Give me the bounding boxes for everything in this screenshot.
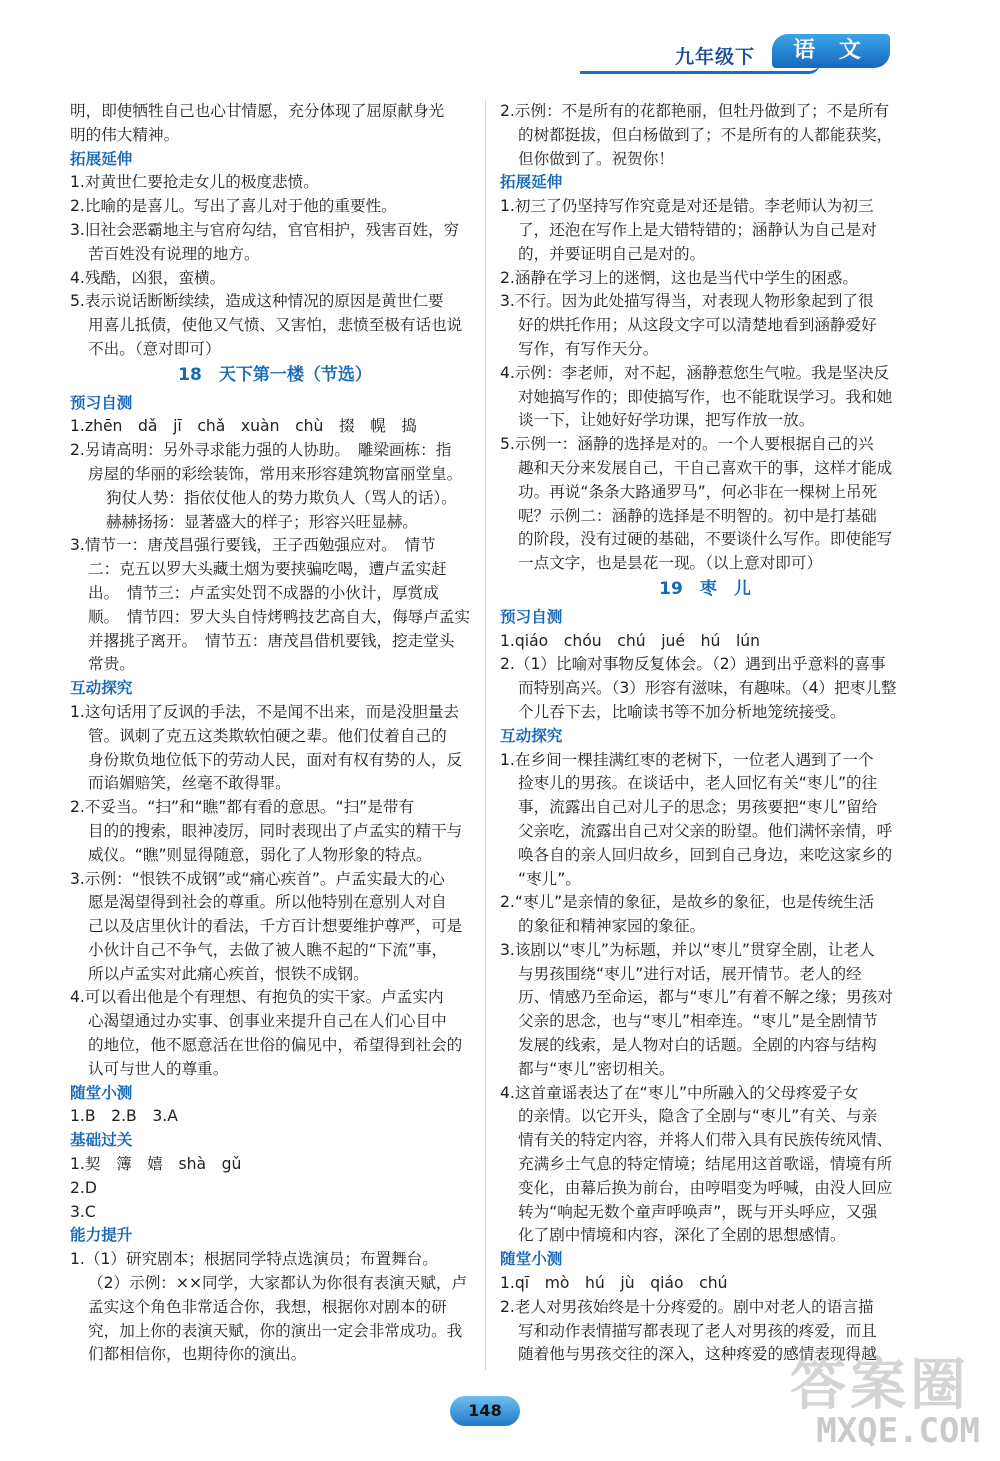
answer-line: 而特别高兴。（3）形容有滋味，有趣味。（4）把枣儿整 [518, 679, 897, 698]
chapter-title-19: 19 枣 儿 [659, 578, 751, 599]
answer-line: 1.zhēn dǎ jī chǎ xuàn chù 掇 幌 捣 [70, 417, 417, 436]
answer-line: 2.老人对男孩始终是十分疼爱的。剧中对老人的语言描 [500, 1297, 874, 1316]
answer-line: 1.初三了仍坚持写作究竟是对还是错。李老师认为初三 [500, 197, 874, 216]
section-title-basic: 基础过关 [70, 1131, 133, 1150]
answer-line: 化了剧中情境和内容，深化了全剧的思想感情。 [518, 1226, 846, 1245]
chapter-title-18: 18 天下第一楼（节选） [178, 364, 372, 385]
answer-line: 2.另请高明：另外寻求能力强的人协助。 雕梁画栋：指 [70, 441, 452, 460]
answer-line: 4.残酷，凶狠，蛮横。 [70, 268, 226, 287]
answer-line: 捡枣儿的男孩。在谈话中，老人回忆有关“枣儿”的往 [518, 774, 878, 793]
header-swoosh [580, 63, 820, 74]
answer-line: 唤各自的亲人回归故乡，回到自己身边，来吃这家乡的 [518, 845, 893, 864]
section-title-extension: 拓展延伸 [70, 149, 133, 168]
answer-line: 狗仗人势：指依仗他人的势力欺负人（骂人的话）。 [106, 488, 457, 507]
answer-line: 2.比喻的是喜儿。写出了喜儿对于他的重要性。 [70, 197, 397, 216]
right-column [500, 100, 910, 1367]
answer-line: “枣儿”。 [518, 869, 581, 888]
answer-line: 功。再说“条条大路通罗马”，何必非在一棵树上吊死 [518, 482, 878, 501]
answer-line: 的亲情。以它开头，隐含了全剧与“枣儿”有关、与亲 [518, 1107, 878, 1126]
answer-line: 1.qī mò hú jù qiáo chú [500, 1274, 728, 1293]
answer-line: 究，加上你的表演天赋，你的演出一定会非常成功。我 [88, 1321, 463, 1340]
answer-line: 不出。（意对即可） [88, 339, 221, 358]
answer-line: 苦百姓没有说理的地方。 [88, 244, 260, 263]
answer-line: 顺。 情节四：罗大头自恃烤鸭技艺高自大，侮辱卢孟实 [88, 607, 471, 626]
answer-line: 赫赫扬扬：显著盛大的样子；形容兴旺显赫。 [106, 512, 418, 531]
answer-line: 3.不行。因为此处描写得当，对表现人物形象起到了很 [500, 292, 874, 311]
answer-line: 3.情节一：唐茂昌强行要钱，王子西勉强应对。 情节 [70, 536, 436, 555]
answer-line: 出。 情节三：卢孟实处罚不成器的小伙计，厚赏成 [88, 583, 439, 602]
answer-line: 用喜儿抵债，使他又气愤、又害怕，悲愤至极有话也说 [88, 316, 463, 335]
answer-line: 身份欺负地位低下的劳动人民，面对有权有势的人，反 [88, 750, 463, 769]
answer-line: 趣和天分来发展自己，干自己喜欢干的事，这样才能成 [518, 458, 893, 477]
answer-line: 1.契 簿 嬉 shà gǔ [70, 1155, 242, 1174]
answer-line: 了，还泡在写作上是大错特错的；涵静认为自己是对 [518, 220, 877, 239]
answer-line: 小伙计自己不争气，去做了被人瞧不起的“下流”事， [88, 940, 448, 959]
answer-line: 1.B 2.B 3.A [70, 1107, 178, 1126]
answer-line: 2.不妥当。“扫”和“瞧”都有看的意思。“扫”是带有 [70, 798, 415, 817]
answer-line: 的地位，他不愿意活在世俗的偏见中，希望得到社会的 [88, 1036, 463, 1055]
answer-line: 1.qiáo chóu chú jué hú lún [500, 631, 761, 650]
answer-line: 3.旧社会恶霸地主与官府勾结，官官相护，残害百姓，穷 [70, 220, 460, 239]
section-title-quiz: 随堂小测 [500, 1250, 563, 1269]
answer-line: 所以卢孟实对此痛心疾首，恨铁不成钢。 [88, 964, 369, 983]
answer-line: 写和动作表情描写都表现了老人对男孩的疼爱，而且 [518, 1321, 877, 1340]
answer-line: 1.对黄世仁要抢走女儿的极度悲愤。 [70, 173, 319, 192]
answer-line: 与男孩围绕“枣儿”进行对话，展开情节。老人的经 [518, 964, 862, 983]
answer-line: 转为“响起无数个童声呼唤声”，既与开头呼应，又强 [518, 1202, 878, 1221]
answer-line: 4.示例：李老师，对不起，涵静惹您生气啦。我是坚决反 [500, 363, 890, 382]
answer-line: 1.在乡间一棵挂满红枣的老树下，一位老人遇到了一个 [500, 750, 874, 769]
answer-line: 父亲的思念，也与“枣儿”相牵连。“枣儿”是全剧情节 [518, 1012, 878, 1031]
section-title-preview: 预习自测 [500, 607, 563, 626]
answer-line: 2.涵静在学习上的迷惘，这也是当代中学生的困惑。 [500, 268, 858, 287]
page-number: 148 [450, 1396, 520, 1426]
answer-line: 并撂挑子离开。 情节五：唐茂昌借机要钱，挖走堂头 [88, 631, 455, 650]
watermark-logo: 答案圈 [790, 1353, 970, 1418]
answer-line: 2.示例：不是所有的花都艳丽，但牡丹做到了；不是所有 [500, 102, 890, 120]
answer-line: 3.该剧以“枣儿”为标题，并以“枣儿”贯穿全剧，让老人 [500, 940, 875, 959]
answer-line: 2.（1）比喻对事物反复体会。（2）遇到出乎意料的喜事 [500, 655, 886, 674]
answer-line: 随着他与男孩交往的深入，这种疼爱的感情表现得越 [518, 1345, 877, 1364]
answer-line: 1.（1）研究剧本；根据同学特点选演员；布置舞台。 [70, 1250, 438, 1269]
answer-line: 认可与世人的尊重。 [88, 1059, 229, 1078]
answer-line: 一点文字，也是昙花一现。（以上意对即可） [518, 554, 823, 573]
subject-badge: 语 文 [772, 34, 890, 68]
answer-line: 都与“枣儿”密切相关。 [518, 1059, 675, 1078]
answer-line: （2）示例：××同学，大家都认为你很有表演天赋，卢 [88, 1274, 468, 1293]
grade-label: 九年级下 [674, 46, 755, 68]
answer-line: 孟实这个角色非常适合你，我想，根据你对剧本的研 [88, 1297, 447, 1316]
answer-line: 己以及店里伙计的看法，千方百计想要维护尊严，可是 [88, 917, 463, 936]
answer-line: 的阶段，没有过硬的基础，不要谈什么写作。即使能写 [518, 530, 893, 549]
answer-line: 5.示例一：涵静的选择是对的。一个人要根据自己的兴 [500, 435, 874, 454]
answer-line: 5.表示说话断断续续，造成这种情况的原因是黄世仁要 [70, 292, 444, 311]
watermark [740, 1341, 980, 1451]
answer-line: 写作，有写作天分。 [518, 339, 659, 358]
watermark-url: MXQE.COM [816, 1411, 980, 1451]
answer-line: 的树都挺拔，但白杨做到了；不是所有的人都能获奖， [518, 125, 893, 144]
section-title-quiz: 随堂小测 [70, 1083, 133, 1102]
answer-line: 的，并要证明自己是对的。 [518, 244, 706, 263]
answer-line: 3.示例：“恨铁不成钢”或“痛心疾首”。卢孟实最大的心 [70, 869, 445, 888]
answer-line: 谈一下，让她好好学功课，把写作放一放。 [518, 411, 815, 430]
answer-line: 4.这首童谣表达了在“枣儿”中所融入的父母疼爱子女 [500, 1083, 859, 1102]
answer-line: 管。讽刺了克五这类欺软怕硬之辈。他们仗着自己的 [88, 726, 447, 745]
answer-line: 1.这句话用了反讽的手法，不是闻不出来，而是没胆量去 [70, 702, 460, 721]
answer-line: 目的的搜索，眼神凌厉，同时表现出了卢孟实的精干与 [88, 821, 463, 840]
left-column [70, 100, 480, 1367]
answer-line: 发展的线索，是人物对白的话题。全剧的内容与结构 [518, 1036, 877, 1055]
answer-line: 事，流露出自己对儿子的思念；男孩要把“枣儿”留给 [518, 798, 878, 817]
answer-line: 历、情感乃至命运，都与“枣儿”有着不解之缘；男孩对 [518, 988, 893, 1007]
answer-line: 而谄媚赔笑，丝毫不敢得罪。 [88, 774, 291, 793]
answer-line: 4.可以看出他是个有理想、有抱负的实干家。卢孟实内 [70, 988, 444, 1007]
page-header [580, 30, 890, 74]
answer-line: 威仪。“瞧”则显得随意，弱化了人物形象的特点。 [88, 845, 432, 864]
answer-line: 父亲吃，流露出自己对父亲的盼望。他们满怀亲情，呼 [518, 821, 893, 840]
intro-line: 明，即使牺牲自己也心甘情愿，充分体现了屈原献身光 [70, 102, 445, 120]
section-title-ability: 能力提升 [70, 1226, 133, 1245]
column-divider [485, 100, 486, 1370]
answer-line: 个儿吞下去，比喻读书等不加分析地笼统接受。 [518, 702, 846, 721]
answer-line: 房屋的华丽的彩绘装饰，常用来形容建筑物富丽堂皇。 [88, 464, 463, 483]
section-title-preview: 预习自测 [70, 393, 133, 412]
answer-line: 充满乡土气息的特定情境；结尾用这首歌谣，情境有所 [518, 1155, 893, 1174]
answer-line: 3.C [70, 1202, 96, 1221]
answer-line: 变化，由幕后换为前台，由哼唱变为呼喊，由没人回应 [518, 1178, 893, 1197]
section-title-interaction: 互动探究 [70, 679, 133, 698]
answer-line: 心渴望通过办实事、创事业来提升自己在人们心目中 [88, 1012, 447, 1031]
answer-line: 二：克五以罗大头藏土烟为要挟骗吃喝，遭卢孟实赶 [88, 560, 447, 579]
answer-line: 情有关的特定内容，并将人们带入具有民族传统风情、 [518, 1131, 893, 1150]
answer-line: 对她搞写作的；即使搞写作，也不能耽误学习。我和她 [518, 387, 893, 406]
answer-line: 常贵。 [88, 655, 135, 674]
answer-line: 好的烘托作用；从这段文字可以清楚地看到涵静爱好 [518, 316, 877, 335]
section-title-interaction: 互动探究 [500, 726, 563, 745]
answer-line: 2.“枣儿”是亲情的象征，是故乡的象征，也是传统生活 [500, 893, 875, 912]
intro-line: 明的伟大精神。 [70, 125, 180, 144]
answer-line: 呢？示例二：涵静的选择是不明智的。初中是打基础 [518, 506, 877, 525]
answer-line: 的象征和精神家园的象征。 [518, 917, 706, 936]
answer-line: 但你做到了。祝贺你！ [518, 149, 674, 168]
section-title-extension: 拓展延伸 [500, 173, 563, 192]
answer-line: 们都相信你，也期待你的演出。 [88, 1345, 307, 1364]
answer-line: 2.D [70, 1178, 97, 1197]
answer-line: 愿是渴望得到社会的尊重。所以他特别在意别人对自 [88, 893, 447, 912]
